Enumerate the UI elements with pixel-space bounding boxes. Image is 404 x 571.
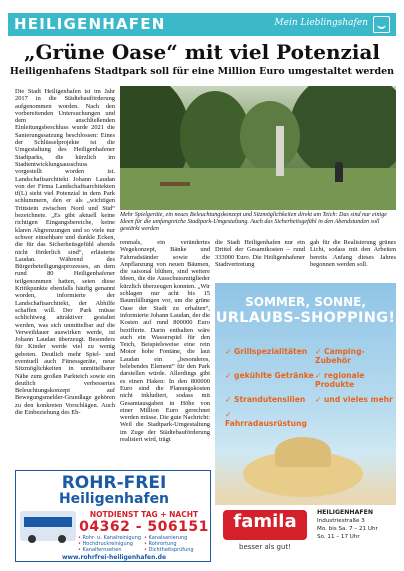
service-item: • Rohrortung bbox=[144, 542, 210, 548]
article-column-2 bbox=[120, 239, 210, 466]
ad-notdienst: NOTDIENST TAG + NACHT bbox=[89, 510, 199, 519]
article-subheadline: Heiligenhafens Stadtpark soll für eine Million Euro umgestaltet werden bbox=[9, 66, 395, 77]
store-address: Industriestraße 3 bbox=[317, 518, 365, 524]
person bbox=[335, 162, 343, 182]
page-header bbox=[8, 13, 396, 36]
ad-feature-list bbox=[225, 347, 395, 428]
store-hours-sunday: So. 11 – 17 Uhr bbox=[317, 534, 360, 540]
article-text: renmals, ein verändertes Wegekonzept, Bänke und Fahrradständer sowie die Anpflanzung von neuen Bäumen, die saisonal blühen, sind weitere Ideen, die die Ausschussmitglieder kürzlich überzeugen konnten. „Wir schlagen nur acht bis 15 Baumfällungen vor, um die grüne Oase der Stadt zu erhalten“, informierte Johann Laudan, der die Kosten auf rund 800000 Euro bezifferte. Darin enthalten wäre auch ein Wasserspiel für den Teich, Beispielsweise eine rein Motor hohe Fontäne, die laut Laudan ein „besonderes, belebendes Element“ für den Park darstellen würde. Allerdings gibt es einen Haken: In den 800000 Euro sind die Planungskosten nicht inkludiert, sodass mit Gesamtausgaben in Höhe von einer Million Euro gerechnet werden müsse. Die gute Nachricht: Weil die Stadtpark-Umgestaltung im Zuge der Städtebauförderung realisiert wird, trägt bbox=[120, 239, 210, 444]
ad-website: www.rohrfrei-heiligenhafen.de bbox=[61, 554, 167, 561]
famila-ad[interactable] bbox=[215, 283, 396, 566]
park-photo bbox=[120, 86, 396, 210]
header-title: HEILIGENHAFEN bbox=[14, 15, 166, 33]
feature-item: ✓ und vieles mehr bbox=[315, 395, 395, 404]
famila-slogan: besser als gut! bbox=[239, 543, 291, 551]
sun-hat-image bbox=[243, 451, 363, 497]
ad-title-line-2: URLAUBS-SHOPPING! bbox=[215, 310, 396, 326]
sculpture bbox=[276, 126, 284, 176]
article-text: Die Stadt Heiligenhafen ist im Jahr 2017 in die Städtebauförderung aufgenommen worden. Nach den vorbereitenden Untersuchungen und dem anschließenden Einleitungsbeschluss wurde 2021 die Sanierungssatzung beschlossen: Eines der Schlüsselprojekte ist die Umgestaltung des Heiligenhafener Stadtparks, die kürzlich im Stadtentwicklungsausschuss vorgestellt worden ist. Landschaftsarchitekt Johann Laudan von der Firma Landschaftsarchitekten tf(L) sieht viel Potenzial in dem Park schlummern, den er als „wichtigen Trittstein zwischen Nord und Süd“ bezeichnete. „Es gibt aktuell keine richtigen Eingangsbereiche, keine klaren Abgrenzungen und so viele nur schwer einsehbare und dunkle Ecken, die für das Sicherheitsgefühl abends nicht förderlich sind“, erläuterte Laudan. Während des Bürgerbeteiligungsprozesses, an dem rund 80 Heiligenhafener teilgenommen hatten, seien diese Kritikpunkte ebenfalls häufig genannt worden, informierte der Landschaftsarchitekt, der Abhilfe schaffen will. Der Park müsse schlichtweg attraktiver gestaltet werden, was sich unmittelbar auf die Verweildauer auswirken werde, ist Johann Laudan überzeugt. Besonders für Kinder werde viel zu wenig geboten. Deutlich mehr Spiel- und eventuell auch Fitnessgeräte, neue Sitzmöglichkeiten in unmittelbarer Nähe zum großen Parkteich sowie ein deutlich verbessertes Beleuchtungskonzept auf Bewegungsmelder-Grundlage gehören zu den konkreten Vorschlägen. Auch die Einbeziehung des Eh- bbox=[15, 88, 115, 417]
service-item: • Hochdruckreinigung bbox=[78, 542, 144, 548]
header-tagline: Mein Lieblingshafen bbox=[274, 18, 368, 28]
ad-phone: 04362 - 506151 bbox=[79, 519, 209, 535]
store-info bbox=[315, 505, 396, 566]
feature-item: ✓ regionale Produkte bbox=[315, 371, 395, 389]
feature-item: ✓ Fahrradausrüstung bbox=[225, 410, 315, 428]
feature-item: ✓ gekühlte Getränke bbox=[225, 371, 315, 389]
article-headline: „Grüne Oase“ mit viel Potenzial bbox=[23, 40, 381, 64]
service-item: • Rohr- u. Kanalreinigung bbox=[78, 536, 144, 542]
feature-item: ✓ Strandutensilien bbox=[225, 395, 315, 404]
feature-item: ✓ Grillspezialitäten bbox=[225, 347, 315, 365]
ad-title: ROHR-FREI bbox=[61, 473, 167, 493]
article-text: gab für die Realisierung grünes Licht, sodass mit den Arbeiten bereits Anfang dieses Jahres begonnen werden soll. bbox=[310, 239, 396, 268]
article-column-4 bbox=[310, 239, 396, 279]
service-item: • Dichtheitsprüfung bbox=[144, 548, 210, 554]
famila-logo-text: famila bbox=[233, 511, 297, 532]
wave-logo-icon bbox=[373, 16, 390, 33]
store-name: HEILIGENHAFEN bbox=[317, 509, 374, 516]
ad-subtitle: Heiligenhafen bbox=[58, 491, 170, 507]
rohr-frei-ad[interactable] bbox=[15, 470, 211, 562]
store-hours-weekday: Mo. bis Sa. 7 – 21 Uhr bbox=[317, 526, 378, 532]
van-icon bbox=[20, 511, 76, 541]
bench bbox=[160, 182, 190, 186]
article-column-1 bbox=[15, 88, 115, 466]
article-text: die Stadt Heiligenhafen nur ein Drittel der Gesamtkosten – rund 333000 Euro. Die Heiligenhafener Stadtvertretung bbox=[215, 239, 305, 268]
photo-caption: Mehr Spielgeräte, ein neues Beleuchtungskonzept und Sitzmöglichkeiten direkt am Teich: Das sind nur einige Ideen für die umfangreiche Stadtpark-Umgestaltung. Auch das Sicherheitsgefühl in den Abendstunden soll gestärkt werden bbox=[120, 212, 387, 233]
article-column-3 bbox=[215, 239, 305, 279]
service-item: • Kanalfernsehen bbox=[78, 548, 144, 554]
feature-item: ✓ Camping-Zubehör bbox=[315, 347, 395, 365]
ad-title-line-1: SOMMER, SONNE, bbox=[245, 295, 366, 309]
ad-services bbox=[78, 536, 210, 553]
famila-logo-area bbox=[215, 505, 315, 566]
service-item: • Kanalsanierung bbox=[144, 536, 210, 542]
